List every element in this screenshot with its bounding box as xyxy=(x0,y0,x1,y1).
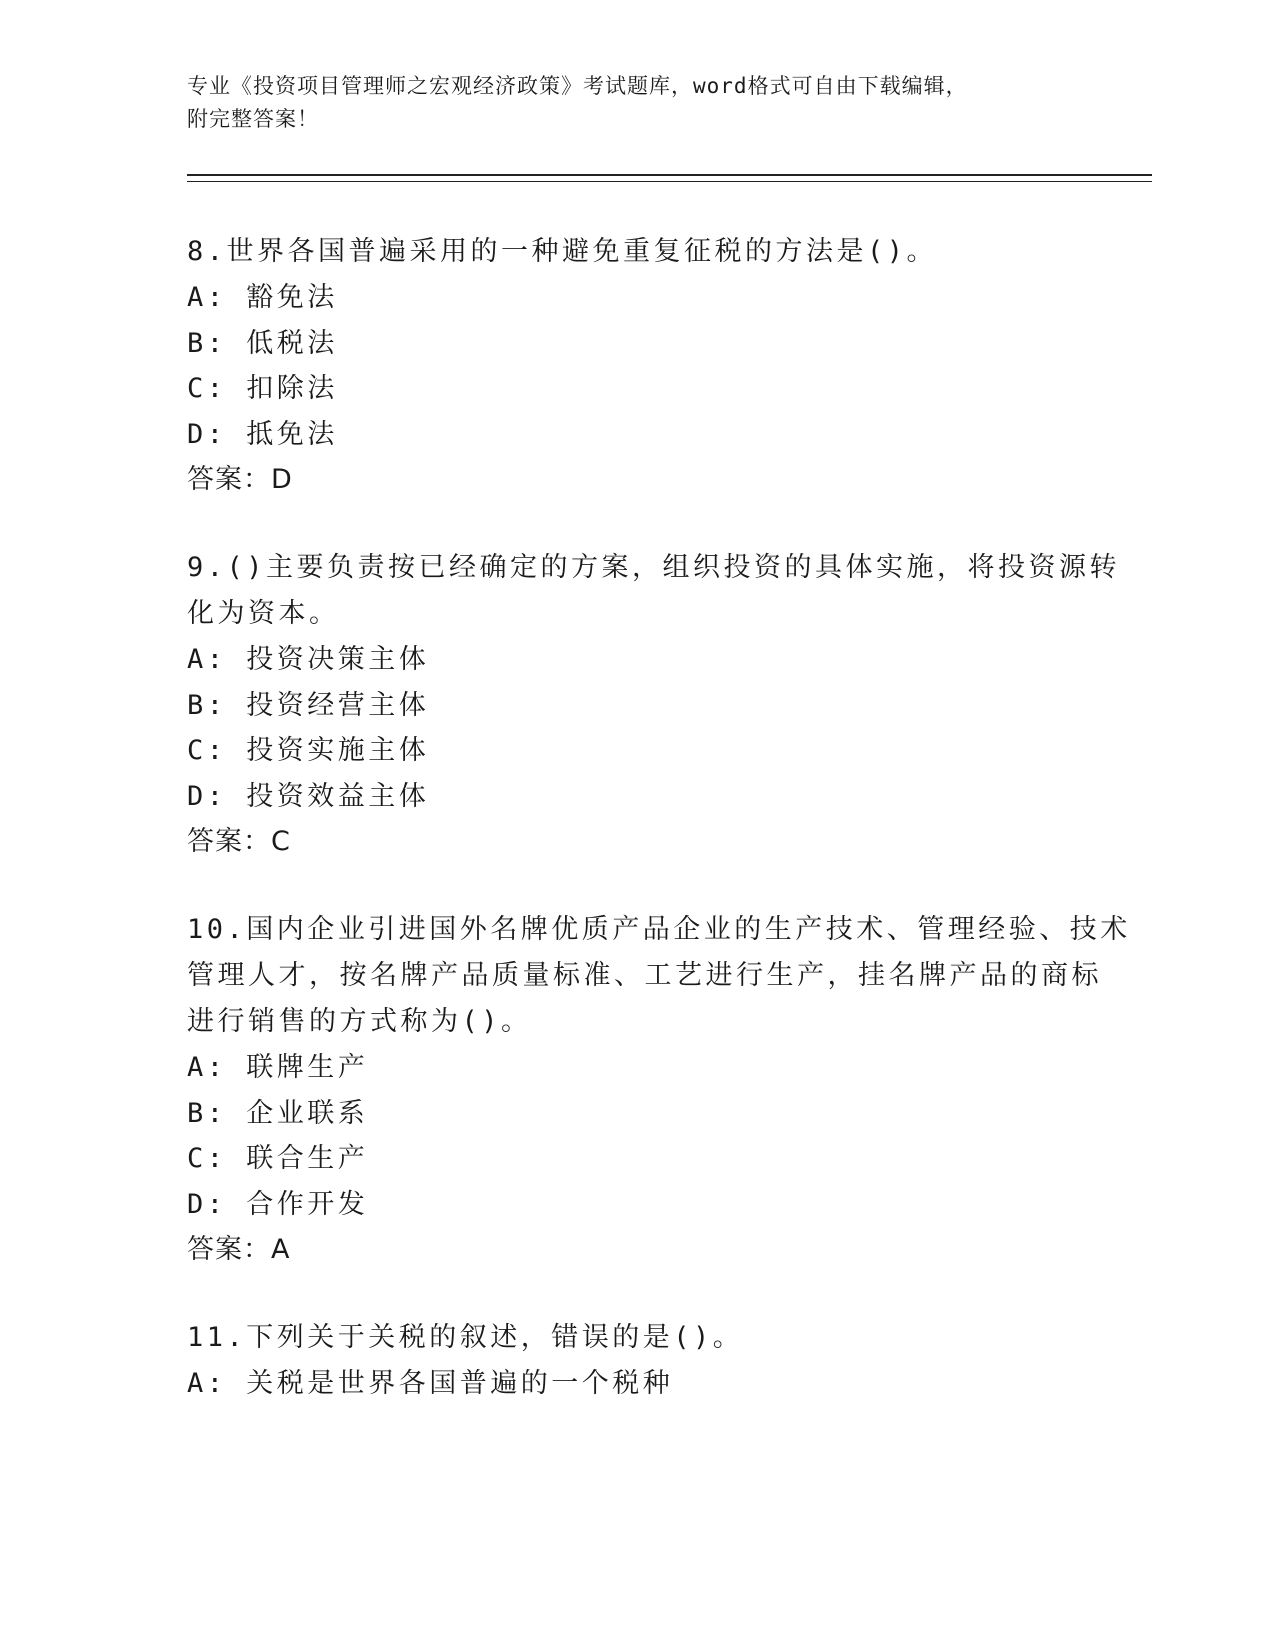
question-stem: 11.下列关于关税的叙述，错误的是()。 xyxy=(187,1322,744,1353)
header-title-line: 专业《投资项目管理师之宏观经济政策》考试题库，word格式可自由下载编辑， xyxy=(187,74,968,98)
answer-label: 答案：A xyxy=(187,1234,291,1265)
option-d: D: 抵免法 xyxy=(187,418,338,450)
option-c: C: 扣除法 xyxy=(187,373,338,404)
question-stem: 10.国内企业引进国外名牌优质产品企业的生产技术、管理经验、技术 xyxy=(187,914,1131,945)
option-b: B: 低税法 xyxy=(187,327,338,359)
option-a: A: 关税是世界各国普遍的一个税种 xyxy=(187,1368,674,1399)
answer-label: 答案：C xyxy=(187,826,291,857)
option-b: B: 企业联系 xyxy=(187,1097,369,1129)
option-a: A: 联牌生产 xyxy=(187,1052,369,1083)
document-page xyxy=(187,70,1152,1407)
question-10 xyxy=(187,907,1152,1272)
question-11 xyxy=(187,1315,1152,1407)
option-c: C: 投资实施主体 xyxy=(187,735,430,766)
question-stem-continued: 进行销售的方式称为()。 xyxy=(187,1006,532,1037)
option-c: C: 联合生产 xyxy=(187,1143,369,1174)
option-d: D: 合作开发 xyxy=(187,1188,369,1220)
option-a: A: 豁免法 xyxy=(187,282,338,313)
question-stem: 8.世界各国普遍采用的一种避免重复征税的方法是()。 xyxy=(187,236,938,267)
header-divider xyxy=(187,174,1152,182)
answer-label: 答案：D xyxy=(187,464,293,495)
option-b: B: 投资经营主体 xyxy=(187,689,430,721)
question-stem-continued: 化为资本。 xyxy=(187,598,340,629)
document-header xyxy=(187,70,1152,136)
question-stem: 9.()主要负责按已经确定的方案，组织投资的具体实施，将投资源转 xyxy=(187,552,1121,583)
question-stem-continued: 管理人才，按名牌产品质量标准、工艺进行生产，挂名牌产品的商标 xyxy=(187,960,1102,991)
header-subtitle-line: 附完整答案！ xyxy=(187,107,319,131)
option-d: D: 投资效益主体 xyxy=(187,780,430,812)
option-a: A: 投资决策主体 xyxy=(187,644,430,675)
question-8 xyxy=(187,229,1152,502)
question-9 xyxy=(187,545,1152,864)
